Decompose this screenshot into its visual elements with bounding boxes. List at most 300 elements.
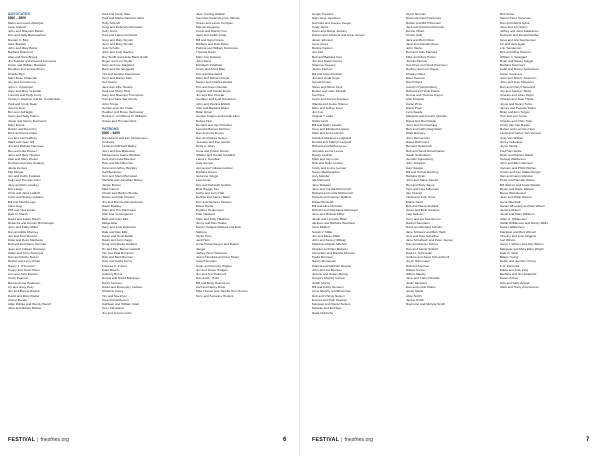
donor-name: Jon and Terri Mrozek [8,233,37,238]
donor-name: Curt and Sheryl Burnstad [102,174,137,179]
donor-name: Bart and Lisa Pedersen [8,280,41,285]
donor-name: Karen Summers [500,71,523,76]
donor-name: Charles Pates [406,71,426,76]
donor-name: Jason Johnson [312,37,333,42]
donor-name: Karen Zirzow [500,276,519,281]
donor-name: Gordon and Jim Vruke [102,105,133,110]
donor-name: Joyce Schumann [406,259,430,264]
donor-name: Alice Burdick [8,41,26,46]
donor-name: Jim and Michael Hammes [8,144,44,149]
donor-name: Alice Smith [406,293,422,298]
donor-name: Rebecca and Dennis McCullough [8,221,54,226]
donor-name: Geoffrey and Lynd Danielson [196,97,236,102]
donor-name: Dale G. Wolf [500,250,518,255]
donor-name: Jaeger [196,246,206,251]
donor-name: Jenny and Dan Hoake [196,221,227,226]
donor-name: Holly Schmitt [102,20,121,25]
donor-name: Paula Morrison [312,255,333,260]
donor-column-3 [196,12,264,298]
donor-name: Tim and Sue Dyer [102,293,127,298]
donor-name: Judy Scholts [102,46,120,51]
donor-name: Raymond and Nichola Smith [406,302,446,307]
donor-name: Charlie Byrs [8,71,25,76]
donor-name: Bob and Barbara Kerr [312,54,343,59]
donor-name: Michael and Jeanie Bischler [102,152,141,157]
donor-name: Ivy and Greg Pedy [8,285,34,289]
donor-name: Marla and Josh Zeig [500,267,529,272]
donor-name: Liz and Jack Egan [500,41,526,46]
donor-name: Bert and Betty Sayre [406,182,435,187]
donor-name: Erin and Steinner Hansen [196,199,232,204]
donor-name: Terry and Suzanne Hurlock [196,293,234,298]
donor-name: Richard and Nancy Norman [8,242,47,247]
donor-name: Bob and Diana Sedlack [406,203,439,208]
donor-name: Jack Horn [196,238,210,243]
donor-name: Glynn Norman [406,12,426,16]
donor-name: Mary Ann Dawson [196,54,222,59]
donor-name: Gordon Felgen and Kristin Allen [196,114,240,119]
donor-name: Adam and Terry Nurenpor [8,250,44,255]
donor-name: Jim and Don Dvorak [196,93,225,98]
donor-name: Jim and Connie Cohn [102,310,132,315]
donor-name: Dale and Dan Ellis [102,229,128,234]
donor-name: Irene Andrew [8,24,27,29]
donor-name: Paul and Kristy Titus [102,88,131,93]
donor-name: Tim and Sandra Swanstrom [102,71,141,76]
donor-name: Daniel McGrath [312,199,334,204]
donor-name: Karen and Scott Ekdal [102,233,133,238]
donor-name: Jeremy Dyer [8,105,26,110]
donor-level-heading: PATRONS [102,127,119,132]
donor-level-range: $300 – $499 [102,131,120,136]
donor-name: Frances K. Fryant [102,263,127,268]
donor-name: Jenna and Yuliana Godson [196,165,234,170]
donor-name: Sam Saupet [406,165,424,170]
donor-name: Margaret and Bert Winsell [500,229,536,234]
donor-name: Wiliam Sonne [406,267,426,272]
donor-name: Bert and Julie Patricka [406,50,437,55]
donor-name: Jane Schulbach and Peter Jaynes [406,238,453,243]
donor-name: Carolyn Pyatt Rosberg [406,84,438,89]
donor-name: Dan and Sally Zimrak [500,280,530,285]
donor-name: Ronald and Kathryn Leopold [312,139,352,144]
donor-name: Bill and Carol Crane [196,37,224,42]
donor-name: Bill and Cathy Nemann [312,285,344,289]
donor-name: Jerry and Mary Snyder [102,41,134,46]
donor-name: Karen and William Brewster [8,63,47,68]
donor-name: Bets Haggin Key [196,186,220,191]
donor-name: Jany and Eric Landrey [8,182,39,187]
donor-name: Alan and Jo Deigaorsz [102,212,134,217]
donor-name: Alan Pravelle [406,97,425,102]
donor-name: Shannon Keesey [312,63,336,68]
donor-name: Jane and Donald Olson [406,41,439,46]
donor-name: Dan and Debra Sylva [500,20,530,25]
donor-name: Gary and Mary Crandall [8,88,41,93]
donor-name: Donna Olbert [406,29,425,34]
donor-name: John and Mary Hughes [8,152,40,157]
donor-name: Carin and Stacey Leblanc [8,195,44,200]
donor-name: Richard Sommer [406,263,430,268]
donor-name: Jackson and Barbara Weinfield [312,221,355,226]
donor-name: Susan and Ken Wattenberger [500,169,541,174]
donor-name: Jim and Linda Kopp [312,75,340,80]
donor-name: Mary Fonsa [8,122,25,127]
donor-name: Jack and Patricia O'Donnell [406,24,444,29]
donor-name: Katie Busch [102,267,119,272]
donor-name: Patricia and Michael Murphy [312,263,352,268]
donor-name: Barbara Summers [500,63,526,68]
donor-name: Nicholas and Joanne Jaeger [312,20,352,25]
donor-name: Charles and Chris Tyler [500,118,533,123]
donor-name: Kate Hawkins [196,212,215,217]
donor-name: Jack and Beril Olson [406,37,435,42]
donor-name: Anna Hostenberger and Duane [196,242,239,247]
footer-brand: FESTIVAL [8,437,36,443]
donor-name: Dan and Evelyn Schiny [406,242,438,247]
donor-name: Sarah Williamson and Nancy Willis [500,221,548,226]
donor-name: Jane and Marvin Rishter [8,306,42,311]
donor-name: Katie and Ross Matthews [8,238,44,243]
donor-name: Jim and Ann Holbrook [196,272,227,277]
donor-name: Robin and Jennifer Young [500,259,536,264]
donor-name: Susan and Lance Corrigan [196,20,233,25]
donor-name: Bill and Betty Holmstrom [196,280,230,285]
donor-name: Susan V. Miller [312,229,333,234]
donor-name: Nancy Hodges-Mathew and Dick [196,225,242,230]
donor-name: Diane Harris [196,203,214,208]
donor-name: Jason and Mary Williams [500,212,535,217]
donor-name: Merrel Peter Sorensen [500,16,532,21]
donor-name: Dunham and Ree Keating [8,161,44,166]
donor-name: Elise Pearson [406,75,426,80]
footer-site: fnesfnes.org [344,437,374,443]
donor-name: Beth and Gary Ellis [102,216,129,221]
donor-name: Barbara Ryan [406,174,426,179]
donor-name: David and Karen Martin [8,216,41,221]
donor-name: Jim and Grace Hodges [196,267,228,272]
donor-name: Stella Lantz [312,118,329,123]
donor-name: Kevin and Donna Knudsen [312,97,349,102]
donor-name: Christy L.Dawson and Dr. Cordell Ede [8,97,61,102]
donor-name: Joy and Carolyn Tasler [500,88,532,93]
donor-name: Dan and Marsy Nuzzo [8,255,39,260]
donor-name: Dan and Lubin Sluiter [406,285,436,289]
donor-name: Carl Buckman [102,169,122,174]
donor-name: Ward and Jean Gill [8,139,35,144]
donor-name: Anthony Byrne [102,272,123,277]
donor-name: Raman C. Birg [8,37,29,42]
donor-name: Dan and Liss Dunes [196,131,224,136]
donor-name: John and Mary Bober [8,46,38,51]
donor-name: Carmen and Philip Warren [500,165,537,170]
donor-name: Gary and Judy Eykamon [102,225,136,230]
donor-name: Bill and Kathy Lavelle [312,122,342,127]
donor-name: Jennifer Appenberg [406,157,433,162]
donor-name: Mary Rose Chapman [8,75,38,80]
donor-name: John Deng [196,58,211,63]
donor-name: Lorenzo and Holly Curry [8,93,42,98]
donor-name: Andrews [102,139,115,144]
donor-name: Bob and Sandi Rosenhaulet [406,148,445,153]
donor-name: Mike Hoover and Janelle Herr-Hoover [196,289,248,294]
donor-name: William and Harriet Goddard [196,152,236,157]
donor-name: Richard and Stephanie McGregor [312,208,359,213]
donor-name: Jason and Nancy Fierimann [8,118,47,123]
donor-name: Thomas Davis [196,50,216,55]
donor-name: Joyce and Kenny Torks [500,101,532,106]
donor-name: Janice Karlson [312,67,333,72]
donor-name: Jane and Jim Starry [500,24,528,29]
donor-name: Nancy J. O'Connell [8,263,35,268]
donor-name: Vern and Lisa Schuman [406,186,439,191]
footer-brand: FESTIVAL [312,437,340,443]
donor-name: Barb and Jim Steggeall [102,67,134,72]
donor-name: Dan and Debra Geiser [196,135,227,140]
donor-level-range: $500 – $999 [8,16,26,21]
donor-name: John Schipper [406,161,426,166]
donor-name: Robert and Lynn Orban [8,259,41,264]
donor-name: Randy Lewicki [312,152,332,157]
donor-name: K.C. Zaremba [500,263,520,268]
donor-name: Kim and Karen Dunlap [196,84,228,89]
donor-name: Brett and Anne Fuller [8,131,38,136]
donor-name: Ann and John Parouk [8,272,38,277]
donor-name: Terry Cleveland [102,306,124,311]
donor-name: Gregory Murphy Carson [312,276,346,281]
donor-name: Margaret and Francis Quinlan [406,114,447,119]
donor-name: Rick and Barb Brenner [102,255,134,260]
donor-name: Cheryl Rende [8,297,27,302]
donor-name: Heather Hedemeyer [196,208,224,213]
donor-name: Rachel Saunders [406,221,430,226]
donor-name: James and Pamela Tripler [500,105,536,110]
donor-name: Doris A. Glory [196,144,216,149]
donor-name: Chuck and Marilyn Bruzke [102,191,139,196]
donor-name: Donna and David Bolsinger [102,276,140,281]
donor-name: Alan and Mary Hunter [8,157,39,162]
donor-name: Don and Sally Baumgartner [8,33,47,38]
donor-name: Carol and Jeffrey Buckley [102,165,138,170]
donor-name: Irene Milland [312,225,330,230]
donor-name: Jon and Cathy Kotabek [8,174,41,179]
donor-name: Timothy and Lynn Wiggins [500,233,537,238]
donor-name: John Rennerman [406,135,430,140]
donor-name: Cindy and Scott Dale [196,67,226,72]
donor-name: Debbie and Steve Hallen [196,195,231,200]
donor-name: Wark Ramsey [406,131,426,136]
donor-name: Ted Stump [102,80,117,85]
donor-name: Jack and Julie Tanabe [102,84,133,89]
donor-name: Robert and Joan Kimball [312,88,346,93]
donor-name: Jane and Corella McConnell [312,186,351,191]
donor-name: Jim Buehler and Deanna Fennema [8,58,56,63]
donor-name: Nicole and Rob Cheene [102,195,135,200]
donor-name: Linda and Carlos Van Vooreel [500,131,541,136]
donor-name: Robert and Dean Fry [8,127,37,132]
donor-name: Dana and Richard Schultz [406,225,442,230]
donor-name: Joann Hendrick and Don Sharp [196,255,240,260]
donor-name: Anna and Frazer Glover [196,148,230,153]
donor-name: John and Fran Swanson [500,80,534,85]
donor-name: Greg and Lila Stephenson [500,37,536,42]
donor-name: Charles and Janis Taylor [500,93,534,98]
donor-name: Bob and Mina Stremer [500,50,531,55]
donor-column-5 [406,12,474,306]
donor-level-heading: ADVOCATES [8,12,30,16]
donor-name: Leonard Barnes Fletcher [196,127,231,132]
donor-name: Lela Sedeno [406,212,424,217]
donor-name: Nancy MacKeighton [312,169,340,174]
donor-name: Joy and Jon Denney [8,80,37,85]
donor-name: Susan Williamson [500,225,525,230]
donor-name: David J. Schroeder [406,250,433,255]
donor-name: Dan and Karen Webster [500,174,534,179]
donor-name: Steve and Beth Sanders [406,208,440,213]
donor-name: L.E. Sanderson [500,46,522,51]
donor-name: John and Paulina Ehrlich [196,101,231,106]
donor-name: Curtis and Wendy Cox [196,29,227,34]
donor-name: Jan Scanell [406,191,422,196]
donor-name: Christine Carey [102,289,124,294]
left-footer [8,436,278,444]
donor-name: Jim and Eileen Miller [312,233,341,238]
donor-name: Jim and Bonnie Dannenbroek [102,199,143,204]
donor-name: Amy and Kyle Schaffner [406,233,440,238]
donor-name: Kelly Scott [102,29,117,34]
donor-name: Charles and Jean Thiele [500,97,534,102]
donor-name: Mike and Mary Pelzer [406,54,436,59]
donor-name: Phil and Tina Linder [8,208,36,213]
donor-name: Jean and Philip Weiner [500,195,532,200]
donor-name: Jim and Susan Kerrey [312,58,343,63]
donor-name: Dan Adams and Kim Christensen [102,135,148,140]
footer-separator: | [37,437,39,443]
donor-name: Jerry and Kathy Miller [8,225,38,230]
donor-name: John and Diane Sandel [406,178,439,183]
donor-name: Andrew and Janet Schoenbrodt [406,255,450,260]
donor-name: Nada Nobinzhe [312,310,334,315]
donor-name: Greg and Mary Snyder [102,37,134,42]
donor-name: Dr. and Mrs. Bernie Gatzloff [102,246,141,251]
donor-name: Bob Soloe [500,12,515,16]
donor-name: John L. Coppinger [8,84,34,89]
donor-name: Ginger Howard [312,12,333,16]
donor-column-1 [8,12,76,311]
donor-name: Robert and Lori Van Horn [500,127,536,132]
donor-name: Diamond Carol Nordmore [406,16,442,21]
donor-name: Heather and Bruce Vanhooker [102,110,144,115]
donor-name: Marc and Kelly Hawkins [196,216,230,221]
donor-name: Alexander and Marsha Mooney [312,250,355,255]
donor-name: Roger and Lori Stryke [102,58,133,63]
donor-name: Ben and Jeff Eglin [8,110,34,115]
donor-name: Barbara Green [196,169,217,174]
donor-name: Kathleen and William Clark [102,302,140,307]
donor-name: Kim and Stan Erick [196,71,223,76]
donor-name: Paul and Cindy Dean [8,101,38,106]
footer-separator: | [341,437,343,443]
donor-name: Virginia T. Lake [312,114,334,119]
donor-name: Richard and Vicki Pokke [406,88,440,93]
donor-name: Brian Elmer [196,110,213,115]
donor-name: Bruce Wendicoster [500,191,527,196]
donor-name: Blaine Young [500,255,519,260]
donor-name: Irene Jones [312,41,329,46]
donor-name: Judy Van Walder [500,135,524,140]
donor-name: Deborah and Ronald Steffen [500,33,540,38]
donor-name: Dan and Sandy Schultz [406,246,439,251]
donor-name: Eric Lange [8,186,23,191]
donor-name: Ruben Fink [196,118,212,123]
donor-name: Jane and Michael Miller [312,212,345,217]
donor-name: Elaine Sand [406,199,423,204]
donor-name: Carol J. Wilson and Dan Wilson [500,242,544,247]
donor-name: David and Mary Radiel [8,293,40,298]
donor-name: Carl and Sara Van Gundy [102,97,138,102]
donor-name: Jesse Slavik [406,289,424,294]
donor-name: Jacob and Lynnette Miller [312,216,348,221]
donor-name: Patricia and William DeGrosse [196,46,238,51]
donor-name: Terry and Lia Seaverman [406,216,441,221]
donor-name: Solveig Walderson [500,157,526,162]
donor-name: Mark and Lisa Lehman [312,131,344,136]
donor-name: Cal Corp-Kieland Lynne Hillman [196,16,240,21]
donor-name: Melanie and Ed Nigel [312,306,342,311]
donor-name: Dean and Dorothy Higdon [196,263,232,268]
donor-column-2 [102,12,170,315]
donor-name: Craig Jarvis [312,24,329,29]
donor-name: Karl Klee [312,93,325,98]
donor-name: Garry and Sally Fallon [8,114,39,119]
donor-name: Jeffrey Hunt Hickerson [196,250,228,255]
donor-name: John and Ina Munson [312,267,342,272]
donor-name: Pamela and Carolyn Ralfiem [312,195,352,200]
donor-name: Sarah Schimbarm [406,152,431,157]
donor-name: John and Shannon Banks [8,29,44,34]
donor-name: Lisa Gross [196,178,211,183]
donor-name: Jenelle Pierson [406,58,428,63]
donor-name: Jane Mahaan [312,182,331,187]
donor-name: Bernard and Jay Fitzwater [196,122,233,127]
donor-name: Sue Prew and Cindi Pieszwon [406,63,448,68]
donor-name: Nick and Holly Lumber [312,161,344,166]
donor-name: Maryan Dogerme [196,24,220,29]
donor-name: Diane Pratt [406,105,422,110]
donor-name: Mary and Richard Doyle [196,75,230,80]
donor-name: Richard and Linda McDermott [312,191,354,196]
right-page [300,0,600,456]
donor-name: Lori Wilson [500,238,516,243]
donor-name: Bonnie Karpen [312,46,333,51]
donor-name: Nancy and Charles Dudek [196,80,233,85]
donor-name: Jim Kuo [312,110,324,115]
donor-name: Bryan and Dayle Watson [500,186,535,191]
donor-name: Barbara Bramford [8,50,33,55]
donor-name: Paul and Marka Sanchez-Mart [102,16,144,21]
donor-name: Virginia and Daniel Doyle [196,88,231,93]
donor-name: Mary and Tim Darrington [102,208,137,213]
donor-name: Bernard Robertson [406,144,433,149]
donor-name: Barbara and Dick Davis [196,41,229,46]
donor-name: Robert and Bill O'Donnell [406,20,441,25]
donor-name: Scot and Laurie Schwartz [102,33,138,38]
donor-name: Jeffrey and Jane Stadelman [500,29,539,34]
donor-name: Bill and Carol Kimball [312,71,342,76]
donor-name: Bonnie K. and Bruce D. Williams [102,114,147,119]
donor-name: John Okola [406,46,422,51]
donor-name: Chris and Janie Laldoff [8,191,40,196]
